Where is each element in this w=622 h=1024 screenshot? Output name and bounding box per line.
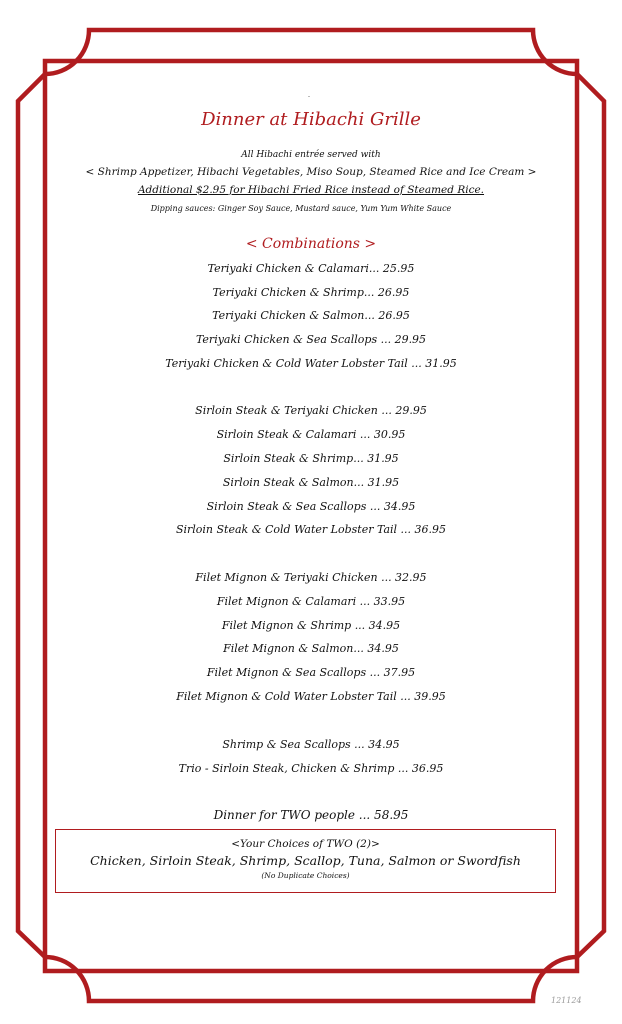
menu-item: Teriyaki Chicken & Salmon... 26.95 — [212, 309, 410, 322]
menu-item: Shrimp & Sea Scallops ... 34.95 — [222, 738, 400, 751]
menu-item: Sirloin Steak & Cold Water Lobster Tail ... 36.95 — [175, 523, 447, 536]
choices-options: Chicken, Sirloin Steak, Shrimp, Scallop, Tuna, Salmon or Swordfish — [90, 853, 521, 868]
speck — [308, 96, 310, 97]
choices-box — [55, 829, 556, 893]
menu-item: Teriyaki Chicken & Sea Scallops ... 29.95 — [195, 333, 427, 346]
menu-item: Filet Mignon & Shrimp ... 34.95 — [221, 619, 401, 632]
menu-title: Dinner at Hibachi Grille — [201, 109, 421, 130]
intro-line-2: < Shrimp Appetizer, Hibachi Vegetables, Miso Soup, Steamed Rice and Ice Cream > — [85, 166, 537, 178]
menu-item: Filet Mignon & Cold Water Lobster Tail ... 39.95 — [176, 690, 446, 703]
menu-item: Trio - Sirloin Steak, Chicken & Shrimp ... 36.95 — [178, 762, 444, 775]
menu-code: 121124 — [551, 996, 582, 1005]
menu-item: Filet Mignon & Calamari ... 33.95 — [216, 595, 406, 608]
menu-item: Sirloin Steak & Teriyaki Chicken ... 29.95 — [195, 404, 427, 417]
menu-item: Sirloin Steak & Calamari ... 30.95 — [216, 428, 406, 441]
dinner-for-two: Dinner for TWO people ... 58.95 — [213, 808, 409, 822]
intro-line-3: Additional $2.95 for Hibachi Fried Rice instead of Steamed Rice. — [137, 184, 485, 196]
intro-line-1: All Hibachi entrée served with — [241, 150, 381, 160]
section-title: < Combinations > — [245, 236, 377, 252]
menu-item: Teriyaki Chicken & Shrimp... 26.95 — [212, 286, 410, 299]
choices-heading: <Your Choices of TWO (2)> — [231, 838, 380, 850]
menu-item: Teriyaki Chicken & Cold Water Lobster Tail ... 31.95 — [165, 357, 457, 370]
menu-item: Sirloin Steak & Salmon... 31.95 — [222, 476, 400, 489]
menu-item: Filet Mignon & Teriyaki Chicken ... 32.95 — [195, 571, 427, 584]
menu-item: Sirloin Steak & Sea Scallops ... 34.95 — [206, 500, 416, 513]
menu-item: Filet Mignon & Salmon... 34.95 — [223, 642, 399, 655]
menu-item: Teriyaki Chicken & Calamari... 25.95 — [207, 262, 415, 275]
choices-note: (No Duplicate Choices) — [261, 871, 350, 880]
menu-item: Filet Mignon & Sea Scallops ... 37.95 — [206, 666, 416, 679]
menu-item: Sirloin Steak & Shrimp... 31.95 — [223, 452, 399, 465]
intro-line-4: Dipping sauces: Ginger Soy Sauce, Mustard sauce, Yum Yum White Sauce — [150, 204, 452, 213]
